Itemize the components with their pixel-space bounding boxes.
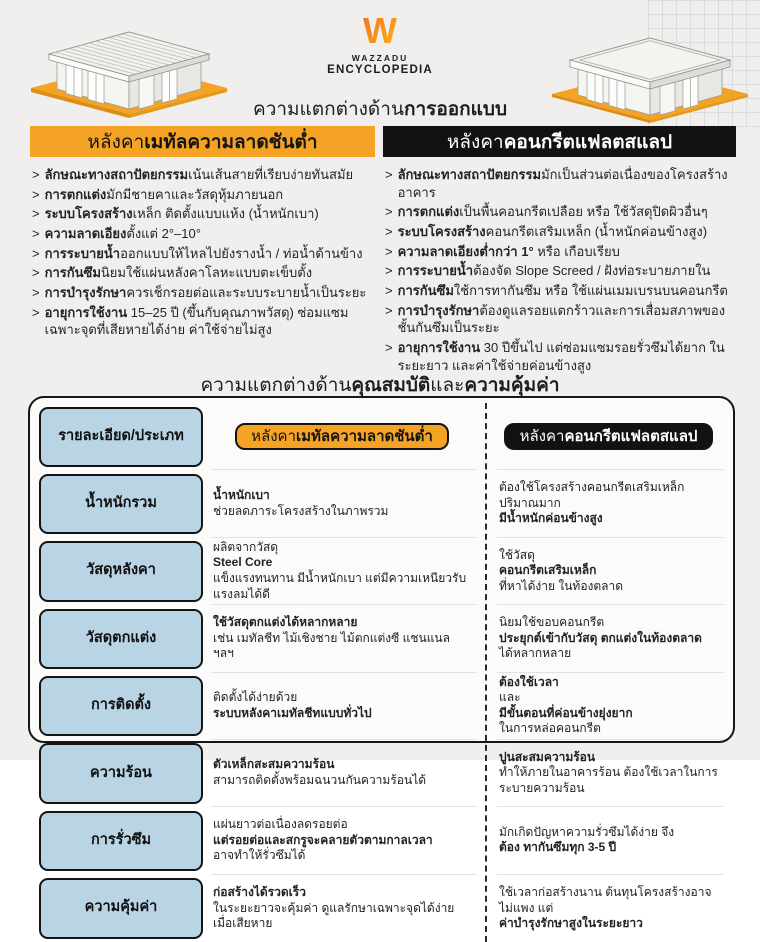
- design-bullet: [385, 223, 736, 241]
- row-label-weight: น้ำหนักรวม: [39, 474, 203, 534]
- design-bullet: [32, 205, 375, 223]
- comparison-table: [28, 396, 735, 931]
- metal-heat-cell: ตัวเหล็กสะสมความร้อน สามารถติดตั้งพร้อมฉนวนกันความร้อนได้: [211, 740, 477, 807]
- bullet-text: การบำรุงรักษาต้องดูแลรอยแตกร้าวและการเสื่อมสภาพของ ชั้นกันซึมเป็นระยะ: [397, 302, 726, 336]
- bullet-marker: >: [32, 245, 40, 261]
- bullet-marker: >: [385, 243, 393, 259]
- bullet-marker: >: [385, 224, 393, 240]
- bullet-text: การบำรุงรักษาควรเช็กรอยต่อและระบบระบายน้ำเป็นระยะ: [44, 285, 367, 301]
- bullet-text: ลักษณะทางสถาปัตยกรรมเน้นเส้นสายที่เรียบง่ายทันสมัย: [44, 167, 354, 182]
- bullet-marker: >: [385, 263, 393, 279]
- concrete-decor-material-cell: นิยมใช้ขอบคอนกรีต ประยุกต์เข้ากับวัสดุ ตกแต่งในท้องตลาด ได้หลากหลาย: [497, 605, 724, 672]
- bullet-marker: >: [385, 204, 393, 220]
- bullet-text: การตกแต่งเป็นพื้นคอนกรีตเปลือย หรือ ใช้วัสดุปิดผิวอื่นๆ: [397, 204, 708, 220]
- design-bullet: [385, 282, 736, 300]
- concrete-column-header: หลังคา คอนกรีตแฟลตสแลป: [504, 423, 714, 450]
- bullet-text: อายุการใช้งาน 15–25 ปี (ขึ้นกับคุณภาพวัสดุ) ซ่อมแซม เฉพาะจุดที่เสียหายได้ง่าย ค่าใช้จ่ายไม่สูง: [44, 304, 349, 338]
- design-bullet: [32, 284, 375, 302]
- logo-w-icon: [352, 10, 408, 51]
- design-comparison-section: [30, 126, 736, 376]
- bullet-text: การตกแต่งมักมีชายคาและวัสดุหุ้มภายนอก: [44, 186, 284, 202]
- concrete-column-header-cell: [497, 403, 724, 470]
- bullet-text: การกันซึมนิยมใช้แผ่นหลังคาโลหะแบบตะเข็บตั้ง: [44, 265, 313, 281]
- bullet-text: การระบายน้ำต้องจัด Slope Screed / ฝังท่อระบายภายใน: [397, 263, 711, 279]
- bullet-marker: >: [385, 167, 393, 182]
- metal-comparison-column: [211, 403, 477, 942]
- design-bullet: [385, 243, 736, 261]
- concrete-installation-cell: ต้องใช้เวลา และ มีขั้นตอนที่ค่อนข้างยุ่งยาก ในการหล่อคอนกรีต: [497, 673, 724, 740]
- row-label-leakage: การรั่วซึม: [39, 811, 203, 871]
- concrete-weight-cell: ต้องใช้โครงสร้างคอนกรีตเสริมเหล็ก ปริมาณมาก มีน้ำหนักค่อนข้างสูง: [497, 470, 724, 537]
- design-bullet: [32, 304, 375, 339]
- metal-decor-material-cell: ใช้วัสดุตกแต่งได้หลากหลาย เช่น เมทัลชีท ไม้เชิงชาย ไม้ตกแต่งซี แชนแนล ฯลฯ: [211, 605, 477, 672]
- row-label-decor-material: วัสดุตกแต่ง: [39, 609, 203, 669]
- design-bullet: [385, 302, 736, 337]
- logo-w-glyph: W: [363, 10, 397, 51]
- design-bullet: [32, 264, 375, 282]
- design-bullet: [385, 203, 736, 221]
- design-bullet: [385, 262, 736, 280]
- metal-weight-cell: น้ำหนักเบา ช่วยลดภาระโครงสร้างในภาพรวม: [211, 470, 477, 537]
- design-section-title: ความแตกต่างด้านการออกแบบ: [252, 99, 508, 120]
- properties-section-title: ความแตกต่างด้านคุณสมบัติและความคุ้มค่า: [200, 375, 560, 396]
- concrete-leakage-cell: มักเกิดปัญหาความรั่วซึมได้ง่าย จึง ต้อง ทากันซึมทุก 3-5 ปี: [497, 807, 724, 874]
- concrete-roof-material-cell: ใช้วัสดุ คอนกรีตเสริมเหล็ก ที่หาได้ง่าย ในท้องตลาด: [497, 538, 724, 605]
- row-label-type: รายละเอียด/ประเภท: [39, 407, 203, 467]
- bullet-marker: >: [385, 283, 393, 299]
- row-labels-column: [39, 403, 203, 942]
- bullet-marker: >: [32, 265, 40, 281]
- bullet-text: ระบบโครงสร้างเหล็ก ติดตั้งแบบแห้ง (น้ำหนักเบา): [44, 206, 319, 222]
- bullet-marker: >: [32, 167, 40, 182]
- metal-leakage-cell: แผ่นยาวต่อเนื่องลดรอยต่อ แต่รอยต่อและสกรูจะคลายตัวตามกาลเวลา อาจทำให้รั่วซึมได้: [211, 807, 477, 874]
- concrete-value-cell: ใช้เวลาก่อสร้างนาน ต้นทุนโครงสร้างอาจ ไม่แพง แต่ ค่าบำรุงรักษาสูงในระยะยาว: [499, 884, 712, 931]
- row-label-installation: การติดตั้ง: [39, 676, 203, 736]
- concrete-design-bullets: [383, 166, 736, 374]
- concrete-comparison-column: [485, 403, 724, 942]
- metal-roof-header: หลังคา เมทัลความลาดชันต่ำ: [30, 126, 375, 157]
- bullet-marker: >: [32, 206, 40, 222]
- bullet-text: ลักษณะทางสถาปัตยกรรมมักเป็นส่วนต่อเนื่องของโครงสร้างอาคาร: [397, 167, 728, 200]
- row-label-roof-material: วัสดุหลังคา: [39, 541, 203, 601]
- design-bullet: [32, 166, 375, 184]
- row-label-heat: ความร้อน: [39, 743, 203, 803]
- bullet-text: อายุการใช้งาน 30 ปีขึ้นไป แต่ซ่อมแซมรอยรั่วซึมได้ยาก ในระยะยาว และค่าใช้จ่ายค่อนข้างสูง: [397, 340, 725, 373]
- bullet-marker: >: [385, 340, 393, 356]
- concrete-roof-header: หลังคา คอนกรีตแฟลตสแลป: [383, 126, 736, 157]
- bullet-marker: >: [32, 226, 40, 242]
- design-bullet: [32, 245, 375, 263]
- concrete-heat-cell: ปูนสะสมความร้อน ทำให้ภายในอาคารร้อน ต้องใช้เวลาในการระบายความร้อน: [497, 740, 724, 807]
- concrete-design-column: [383, 126, 736, 376]
- metal-installation-cell: ติดตั้งได้ง่ายด้วย ระบบหลังคาเมทัลชีทแบบทั่วไป: [211, 673, 477, 740]
- metal-design-bullets: [30, 166, 375, 339]
- wazzadu-logo: [0, 12, 760, 76]
- design-bullet: [32, 225, 375, 243]
- bullet-text: ความลาดเอียงตั้งแต่ 2°–10°: [44, 226, 201, 242]
- design-bullet: [32, 186, 375, 204]
- bullet-marker: >: [32, 186, 40, 202]
- bullet-text: การกันซึมใช้การทากันซึม หรือ ใช้แผ่นเมมเบรนบนคอนกรีต: [397, 283, 728, 299]
- bullet-marker: >: [385, 302, 393, 318]
- bullet-text: การระบายน้ำออกแบบให้ไหลไปยังรางน้ำ / ท่อน้ำด้านข้าง: [44, 245, 363, 261]
- metal-design-column: [30, 126, 375, 376]
- metal-column-header-cell: [211, 403, 477, 470]
- logo-sub-text: ENCYCLOPEDIA: [327, 63, 433, 76]
- bullet-text: ระบบโครงสร้างคอนกรีตเสริมเหล็ก (น้ำหนักค่อนข้างสูง): [397, 224, 708, 240]
- bullet-text: ความลาดเอียงต่ำกว่า 1° หรือ เกือบเรียบ: [397, 243, 620, 259]
- logo-brand-text: WAZZADU: [351, 53, 409, 63]
- row-label-value: ความคุ้มค่า: [39, 878, 203, 938]
- design-bullet: [385, 166, 736, 201]
- metal-roof-material-cell: ผลิตจากวัสดุ Steel Core แข็งแรงทนทาน มีน้ำหนักเบา แต่มีความเหนียวรับแรงลมได้ดี: [211, 538, 477, 605]
- bullet-marker: >: [32, 304, 40, 320]
- metal-value-cell: ก่อสร้างได้รวดเร็ว ในระยะยาวจะคุ้มค่า ดูแลรักษาเฉพาะจุดได้ง่ายเมื่อเสียหาย: [213, 884, 455, 931]
- bullet-marker: >: [32, 285, 40, 301]
- metal-column-header: หลังคา เมทัลความลาดชันต่ำ: [235, 423, 449, 450]
